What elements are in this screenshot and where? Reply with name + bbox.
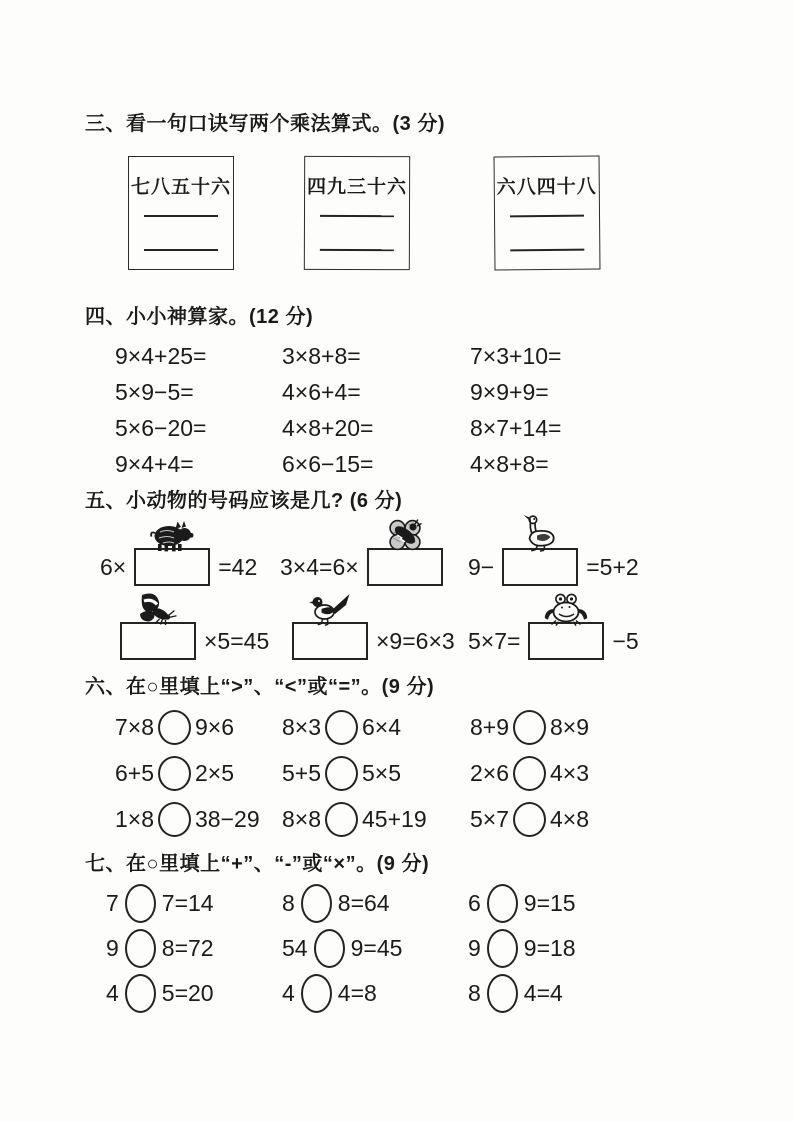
operator-problem <box>282 881 468 926</box>
section-three-title: 三、看一句口诀写两个乘法算式。(3 分) <box>85 113 445 135</box>
bee-icon <box>386 518 423 552</box>
expression-right: 5=20 <box>161 980 214 1006</box>
comparison-problem <box>115 796 282 842</box>
math-expression: 7×3+10= <box>470 343 562 369</box>
math-expression: 3×8+8= <box>282 343 361 369</box>
operator-circle[interactable] <box>125 884 156 923</box>
animal-number-problem <box>284 622 468 660</box>
math-expression: 8×7+14= <box>470 415 562 441</box>
expression-left: 4 <box>106 980 119 1006</box>
butterfly-icon <box>136 592 180 626</box>
math-expression: 9×9+9= <box>470 379 549 405</box>
answer-box[interactable] <box>367 548 443 586</box>
animal-number-problem <box>280 548 468 586</box>
operator-circle[interactable] <box>301 974 332 1013</box>
bird-icon <box>309 591 351 626</box>
operator-problem <box>282 971 468 1016</box>
operator-circle[interactable] <box>301 884 332 923</box>
comparison-circle[interactable] <box>158 802 191 837</box>
expression-right: 9=45 <box>350 935 403 961</box>
section-five-title: 五、小动物的号码应该是几? (6 分) <box>85 490 403 512</box>
expression-left: 4 <box>282 980 295 1006</box>
math-expression: 4×8+8= <box>470 451 549 477</box>
section-six-title: 六、在○里填上“>”、“<”或“=”。(9 分) <box>85 676 435 698</box>
comparison-problem <box>470 750 793 796</box>
expression-right: 8=64 <box>337 890 390 916</box>
comparison-row <box>0 750 793 796</box>
operator-circle[interactable] <box>314 929 345 968</box>
operator-circle[interactable] <box>125 974 156 1013</box>
expression-left: 8+9 <box>470 713 510 740</box>
comparison-problem <box>282 704 470 750</box>
comparison-problem <box>470 796 793 842</box>
mental-math-row <box>0 410 793 446</box>
multiplication-jingle: 七八五十六 <box>130 177 231 198</box>
expression-left: 7×8 <box>115 713 155 740</box>
comparison-circle[interactable] <box>513 710 546 745</box>
expression-right: 8=72 <box>161 935 214 961</box>
expression-right: 9=18 <box>523 935 576 961</box>
operator-row <box>0 881 793 926</box>
comparison-circle[interactable] <box>325 710 358 745</box>
operator-row <box>0 926 793 971</box>
mental-math-row <box>0 338 793 374</box>
comparison-problem <box>282 796 470 842</box>
operator-problem <box>106 926 282 971</box>
animal-number-problem <box>112 622 284 660</box>
expression-after: =42 <box>218 554 258 580</box>
expression-after: −5 <box>612 628 639 654</box>
mental-math-row <box>0 374 793 410</box>
expression-before: 3×4=6× <box>280 554 359 580</box>
expression-left: 9 <box>106 935 119 961</box>
expression-before: 6× <box>100 554 127 580</box>
animal-number-problem <box>468 548 793 586</box>
operator-circle[interactable] <box>487 974 518 1013</box>
answer-line[interactable] <box>510 249 584 252</box>
comparison-row <box>0 704 793 750</box>
comparison-problem <box>470 704 793 750</box>
operator-problem <box>106 971 282 1016</box>
math-expression: 5×6−20= <box>115 415 207 441</box>
expression-left: 8×8 <box>282 805 322 832</box>
oral-formula-card <box>128 156 234 270</box>
pig-icon <box>150 520 194 552</box>
expression-right: 5×5 <box>362 759 402 786</box>
operator-circle[interactable] <box>487 929 518 968</box>
oral-formula-card <box>304 156 410 270</box>
animal-number-problem <box>100 548 280 586</box>
animal-number-problem <box>468 622 793 660</box>
section-four-title: 四、小小神算家。(12 分) <box>85 306 314 328</box>
operator-problem <box>468 881 793 926</box>
expression-right: 45+19 <box>362 805 427 832</box>
expression-left: 5×7 <box>470 805 510 832</box>
expression-right: 4×3 <box>550 759 590 786</box>
animal-problem-row <box>0 589 793 660</box>
expression-left: 54 <box>282 935 308 961</box>
animal-number-grid <box>0 515 793 660</box>
operator-circle[interactable] <box>125 929 156 968</box>
comparison-problem <box>115 704 282 750</box>
answer-box[interactable] <box>292 622 368 660</box>
answer-line[interactable] <box>144 215 218 217</box>
expression-right: 8×9 <box>550 713 590 740</box>
expression-left: 5+5 <box>282 759 322 786</box>
operator-grid <box>0 881 793 1016</box>
math-expression: 9×4+25= <box>115 343 207 369</box>
operator-circle[interactable] <box>487 884 518 923</box>
expression-left: 6 <box>468 890 481 916</box>
expression-right: 6×4 <box>362 713 402 740</box>
section-seven-title: 七、在○里填上“+”、“-”或“×”。(9 分) <box>85 853 430 875</box>
expression-right: 4=4 <box>523 980 563 1006</box>
comparison-problem <box>115 750 282 796</box>
expression-before: 9− <box>468 554 495 580</box>
expression-right: 2×5 <box>195 759 235 786</box>
multiplication-jingle: 六八四十八 <box>496 176 597 199</box>
comparison-circle[interactable] <box>325 802 358 837</box>
expression-right: 9×6 <box>195 713 235 740</box>
operator-problem <box>468 926 793 971</box>
expression-right: 9=15 <box>523 890 576 916</box>
duck-icon <box>520 514 560 552</box>
answer-box[interactable] <box>134 548 210 586</box>
expression-right: 7=14 <box>161 890 214 916</box>
math-expression: 4×6+4= <box>282 379 361 405</box>
math-expression: 5×9−5= <box>115 379 194 405</box>
expression-right: 38−29 <box>195 805 260 832</box>
comparison-row <box>0 796 793 842</box>
animal-problem-row <box>0 515 793 586</box>
answer-box[interactable] <box>502 548 578 586</box>
comparison-circle[interactable] <box>158 710 191 745</box>
expression-left: 1×8 <box>115 805 155 832</box>
expression-before: 5×7= <box>468 628 521 654</box>
answer-line[interactable] <box>144 249 218 251</box>
answer-box[interactable] <box>528 622 604 660</box>
expression-after: ×5=45 <box>204 628 270 654</box>
math-expression: 9×4+4= <box>115 451 194 477</box>
answer-line[interactable] <box>320 215 394 217</box>
expression-right: 4×8 <box>550 805 590 832</box>
operator-problem <box>106 881 282 926</box>
comparison-grid <box>0 704 793 842</box>
comparison-problem <box>282 750 470 796</box>
answer-line[interactable] <box>320 249 394 251</box>
oral-formula-card <box>494 156 601 271</box>
frog-icon <box>543 593 589 626</box>
comparison-circle[interactable] <box>513 802 546 837</box>
expression-right: 4=8 <box>337 980 377 1006</box>
mental-math-grid <box>0 338 793 482</box>
expression-after: =5+2 <box>586 554 639 580</box>
comparison-circle[interactable] <box>158 756 191 791</box>
answer-line[interactable] <box>510 215 584 218</box>
math-expression: 4×8+20= <box>282 415 374 441</box>
mental-math-row <box>0 446 793 482</box>
expression-left: 8 <box>282 890 295 916</box>
multiplication-jingle: 四九三十六 <box>307 176 408 199</box>
jingle-cards-row <box>128 156 793 270</box>
comparison-circle[interactable] <box>513 756 546 791</box>
expression-left: 2×6 <box>470 759 510 786</box>
expression-left: 8 <box>468 980 481 1006</box>
expression-left: 7 <box>106 890 119 916</box>
operator-problem <box>468 971 793 1016</box>
expression-after: ×9=6×3 <box>376 628 455 654</box>
math-expression: 6×6−15= <box>282 451 374 477</box>
answer-box[interactable] <box>120 622 196 660</box>
operator-row <box>0 971 793 1016</box>
comparison-circle[interactable] <box>325 756 358 791</box>
expression-left: 8×3 <box>282 713 322 740</box>
expression-left: 9 <box>468 935 481 961</box>
expression-left: 6+5 <box>115 759 155 786</box>
operator-problem <box>282 926 468 971</box>
